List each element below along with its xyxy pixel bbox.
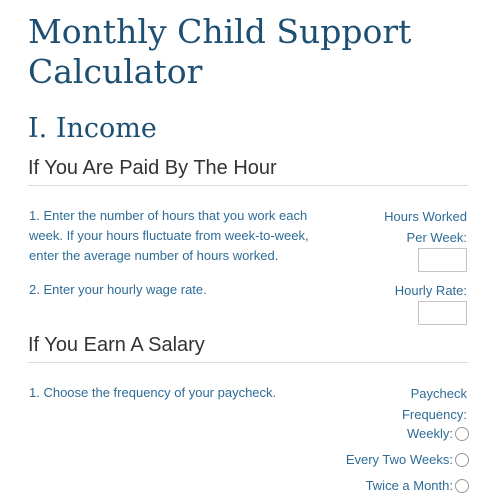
frequency-option-twice-a-month[interactable] <box>366 476 469 495</box>
paycheck-frequency-label <box>402 383 467 425</box>
page-title: Monthly Child Support Calculator <box>28 12 412 91</box>
frequency-option-weekly[interactable] <box>407 424 469 444</box>
paycheck-frequency-label-line2: Frequency: <box>401 407 467 422</box>
hours-worked-label <box>384 206 467 248</box>
hourly-rate-label: Hourly Rate: <box>394 283 467 298</box>
frequency-option-label: Twice a Month: <box>365 478 453 493</box>
paycheck-frequency-label-line1: Paycheck <box>410 386 467 401</box>
frequency-option-label: Every Two Weeks: <box>345 452 453 467</box>
frequency-option-label: Weekly: <box>407 426 453 441</box>
salary-step1-text: 1. Choose the frequency of your paycheck. <box>29 385 277 400</box>
radio-button[interactable] <box>455 453 469 467</box>
hourly-divider <box>28 185 468 186</box>
hours-worked-label-line2: Per Week: <box>406 230 467 245</box>
hours-worked-label-line1: Hours Worked <box>384 209 467 224</box>
hourly-rate-input[interactable] <box>418 301 467 325</box>
radio-button[interactable] <box>455 479 469 493</box>
frequency-option-every-two-weeks[interactable] <box>346 450 469 470</box>
section-title-income: I. Income <box>28 113 157 144</box>
hourly-heading: If You Are Paid By The Hour <box>28 157 277 179</box>
hourly-step2-text: 2. Enter your hourly wage rate. <box>29 282 207 297</box>
radio-button[interactable] <box>455 427 469 441</box>
salary-heading: If You Earn A Salary <box>28 334 205 356</box>
hours-worked-input[interactable] <box>418 248 467 272</box>
salary-divider <box>28 362 468 363</box>
hourly-step1-text: 1. Enter the number of hours that you work each week. If your hours fluctuate from week-to-week, enter the average number of hours worked. <box>29 208 309 263</box>
